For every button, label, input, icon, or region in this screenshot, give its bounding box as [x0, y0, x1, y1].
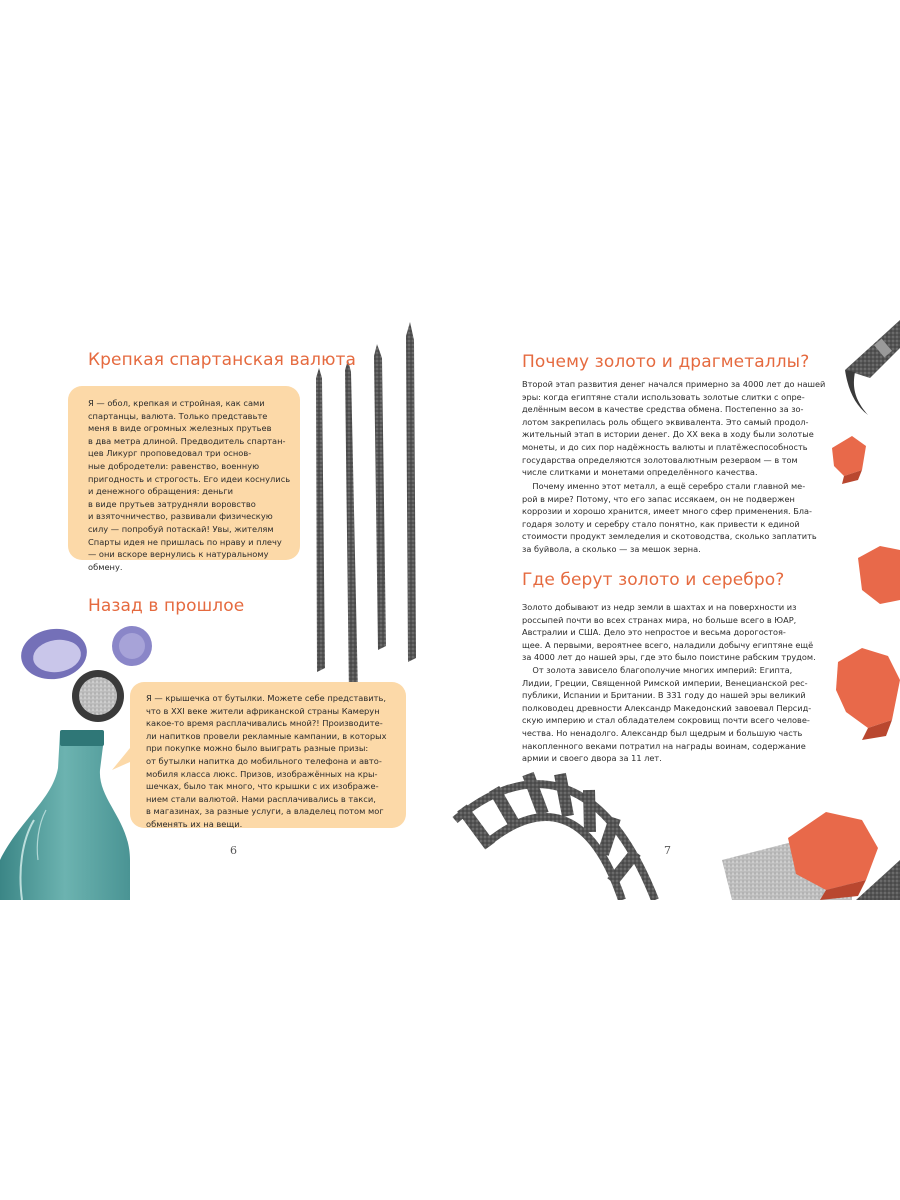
- iron-rod: [406, 322, 416, 662]
- bubble-text-obol: Я — обол, крепкая и стройная, как сами спартанцы, валюта. Только представьте меня в виде огромных железных прутьев в два метра длиной. Предводитель спартан- цев Ликург проповедовал три основ- ные добродетели: равенство, военную пригодность и строгость. Его идеи коснулись и денежного обращения: деньги в виде прутьев затрудняли воровство и взяточничество, развивали физическую силу — попробуй потаскай! Увы, жителям Спарты идея не пришлась по нраву и плечу — они вскоре вернулись к натуральному обмену.: [88, 398, 291, 572]
- iron-rod: [316, 368, 325, 672]
- glass-bottle-illustration: [0, 730, 130, 900]
- heading-where-gold: Где берут золото и серебро?: [522, 570, 785, 590]
- book-spread: [0, 300, 900, 900]
- page-number-right: 7: [664, 844, 671, 857]
- bubble-tail: [112, 748, 130, 770]
- heading-back-to-past: Назад в прошлое: [88, 596, 245, 616]
- heading-spartan-currency: Крепкая спартанская валюта: [88, 350, 357, 370]
- paragraph-gold-2: Почему именно этот металл, а ещё серебро стали главной ме- рой в мире? Потому, что его запас иссякаем, он не подвержен коррозии и хорошо хранится, имеет много сфер применения. Бла- годаря золоту и серебру стало понятно, как привести к единой стоимости продукт земледелия и скотоводства, сколько заплатить за буйвола, а сколько — за мешок зерна.: [522, 481, 817, 554]
- page-number-left: 6: [230, 844, 237, 857]
- gold-nugget: [858, 546, 900, 604]
- paragraph-gold-1: Второй этап развития денег начался примерно за 4000 лет до нашей эры: когда египтяне стали использовать золотые слитки с опре- делённым весом в качестве средства обмена. Постепенно за зо- лотом закрепилась роль общего эквивалента. Это самый продол- жительный этап в истории денег. До XX века в ходу были золотые монеты, и до сих пор надёжность валюты и платёжеспособность государства определяются золотовалютным резервом — в том числе слитками и монетами определённого качества.: [522, 379, 826, 478]
- bubble-text-cap: Я — крышечка от бутылки. Можете себе представить, что в XXI веке жители африканской страны Камерун какое-то время расплачивались мной?! Производите- ли напитков провели рекламные кампании, в которых при покупке можно было выиграть разные призы: от бутылки напитка до мобильного телефона и авто- мобиля класса люкс. Призов, изображённых на кры- шечках, было так много, что крышки с их изображе- нием стали валютой. Нами расплачивались в такси, в магазинах, за разные услуги, а владелец потом мог обменять их на вещи.: [146, 693, 387, 829]
- iron-rod: [345, 360, 358, 698]
- iron-rods-illustration: [316, 322, 416, 698]
- gold-nugget: [836, 648, 900, 728]
- iron-rod: [374, 344, 386, 650]
- paragraph-where-2: От золота зависело благополучие многих империй: Египта, Лидии, Греции, Священной Римской империи, Венецианской рес- публики, Испании и Британии. В 331 году до нашей эры великий полководец древности Александр Македонский завоевал Персид- скую империю и стал обладателем сокровищ почти всего челове- чества. Но ненадолго. Александр был щедрым и большую часть накопленного веками потратил на награды воинам, содержание армии и своего двора за 11 лет.: [522, 665, 812, 764]
- pickaxe-illustration: [845, 320, 900, 415]
- rail-track-illustration: [455, 774, 655, 900]
- paragraph-where-1: Золото добывают из недр земли в шахтах и на поверхности из россыпей почти во всех странах мира, но больше всего в ЮАР, Австралии и США. Дело это непростое и весьма дорогостоя- щее. А первыми, вероятнее всего, наладили добычу египтяне ещё за 4000 лет до нашей эры, где это было поистине рабским трудом.: [522, 602, 816, 663]
- gold-nugget: [832, 436, 866, 476]
- heading-why-gold: Почему золото и драгметаллы?: [522, 352, 810, 372]
